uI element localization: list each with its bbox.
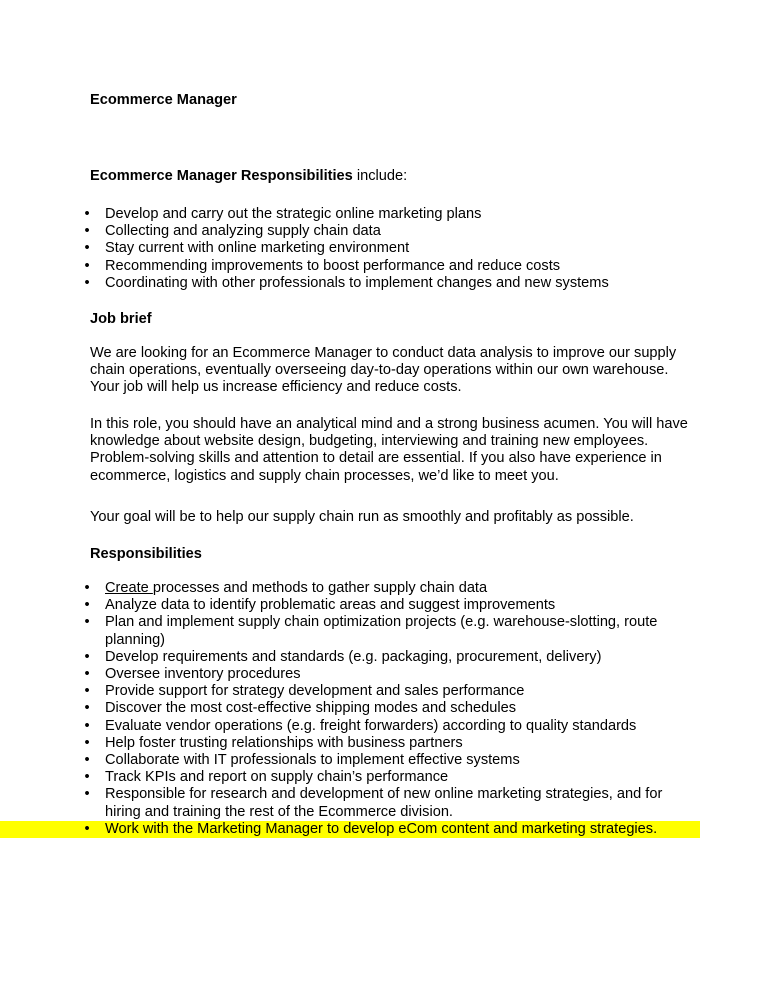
list-item: [0, 666, 700, 683]
bullet-icon: •: [84, 752, 90, 769]
bullet-icon: •: [84, 820, 90, 837]
responsibilities-bullet-list: [0, 580, 700, 838]
list-item-text: Help foster trusting relationships with business partners: [105, 734, 463, 751]
bullet-icon: •: [84, 683, 90, 700]
responsibilities-heading: Responsibilities: [90, 546, 202, 562]
bullet-icon: •: [84, 206, 90, 222]
list-item: [0, 223, 700, 240]
list-item-text: processes and methods to gather supply chain data: [152, 580, 488, 596]
list-item-text: Responsible for research and development of new online marketing strategies, and for hiring and training the rest of the Ecommerce division.: [105, 786, 663, 820]
underlined-word: Create: [105, 580, 153, 596]
list-item: [0, 649, 700, 666]
list-item-text: Discover the most cost-effective shipping modes and schedules: [105, 700, 516, 717]
bullet-icon: •: [84, 734, 90, 751]
list-item-text: Evaluate vendor operations (e.g. freight forwarders) according to quality standards: [105, 717, 637, 734]
list-item-text: Provide support for strategy development and sales performance: [105, 683, 525, 700]
list-item-text: Develop and carry out the strategic online marketing plans: [105, 206, 482, 222]
intro-bullet-list: [0, 206, 700, 292]
list-item-text: Stay current with online marketing environment: [105, 240, 410, 257]
bullet-icon: •: [84, 240, 90, 257]
bullet-icon: •: [84, 717, 90, 734]
list-item-text: Coordinating with other professionals to implement changes and new systems: [105, 274, 609, 291]
bullet-icon: •: [84, 769, 90, 786]
bullet-icon: •: [84, 614, 90, 631]
list-item: [0, 597, 700, 614]
list-item: [0, 580, 700, 597]
bullet-icon: •: [84, 666, 90, 683]
list-item: [0, 614, 700, 648]
list-item: [0, 786, 700, 820]
job-brief-heading: Job brief: [90, 311, 152, 327]
bullet-icon: •: [84, 786, 90, 803]
list-item: [0, 275, 700, 292]
highlighted-list-item: [0, 821, 700, 838]
bullet-icon: •: [84, 580, 90, 596]
bullet-icon: •: [84, 223, 90, 240]
list-item: [0, 258, 700, 275]
responsibilities-intro-heading-rest: include:: [352, 168, 408, 184]
paragraph: We are looking for an Ecommerce Manager to conduct data analysis to improve our supply chain operations, eventually overseeing day-to-day operations within our own warehouse. Your job will help us increase efficiency and reduce costs.: [90, 345, 677, 396]
list-item-text: Track KPIs and report on supply chain’s performance: [105, 769, 449, 786]
bullet-icon: •: [84, 274, 90, 291]
list-item: [0, 206, 700, 223]
responsibilities-intro-heading: [90, 168, 407, 185]
bullet-icon: •: [84, 648, 90, 665]
paragraph: Your goal will be to help our supply chain run as smoothly and profitably as possible.: [90, 509, 634, 525]
list-item: [0, 735, 700, 752]
bullet-icon: •: [84, 700, 90, 717]
paragraph: In this role, you should have an analytical mind and a strong business acumen. You will have knowledge about website design, budgeting, interviewing and training new employees. Problem-solving skills and attention to detail are essential. If you also have experience in ecommerce, logistics and supply chain processes, we’d like to meet you.: [90, 416, 688, 484]
list-item: [0, 752, 700, 769]
list-item-text: Collaborate with IT professionals to implement effective systems: [105, 752, 520, 769]
document-title: Ecommerce Manager: [90, 92, 237, 108]
list-item-text: Work with the Marketing Manager to develop eCom content and marketing strategies.: [105, 820, 658, 837]
bullet-icon: •: [84, 257, 90, 274]
bullet-icon: •: [84, 597, 90, 614]
list-item-text: Analyze data to identify problematic areas and suggest improvements: [105, 597, 556, 614]
list-item-text: Recommending improvements to boost performance and reduce costs: [105, 257, 561, 274]
list-item: [0, 240, 700, 257]
list-item: [0, 769, 700, 786]
list-item-text: Plan and implement supply chain optimization projects (e.g. warehouse-slotting, route planning): [105, 614, 658, 648]
list-item-text: Collecting and analyzing supply chain data: [105, 223, 381, 240]
list-item: [0, 683, 700, 700]
responsibilities-intro-heading-bold: Ecommerce Manager Responsibilities: [90, 168, 353, 184]
list-item-text: Oversee inventory procedures: [105, 666, 301, 683]
list-item: [0, 700, 700, 717]
list-item-text: Develop requirements and standards (e.g. packaging, procurement, delivery): [105, 648, 602, 665]
list-item: [0, 718, 700, 735]
